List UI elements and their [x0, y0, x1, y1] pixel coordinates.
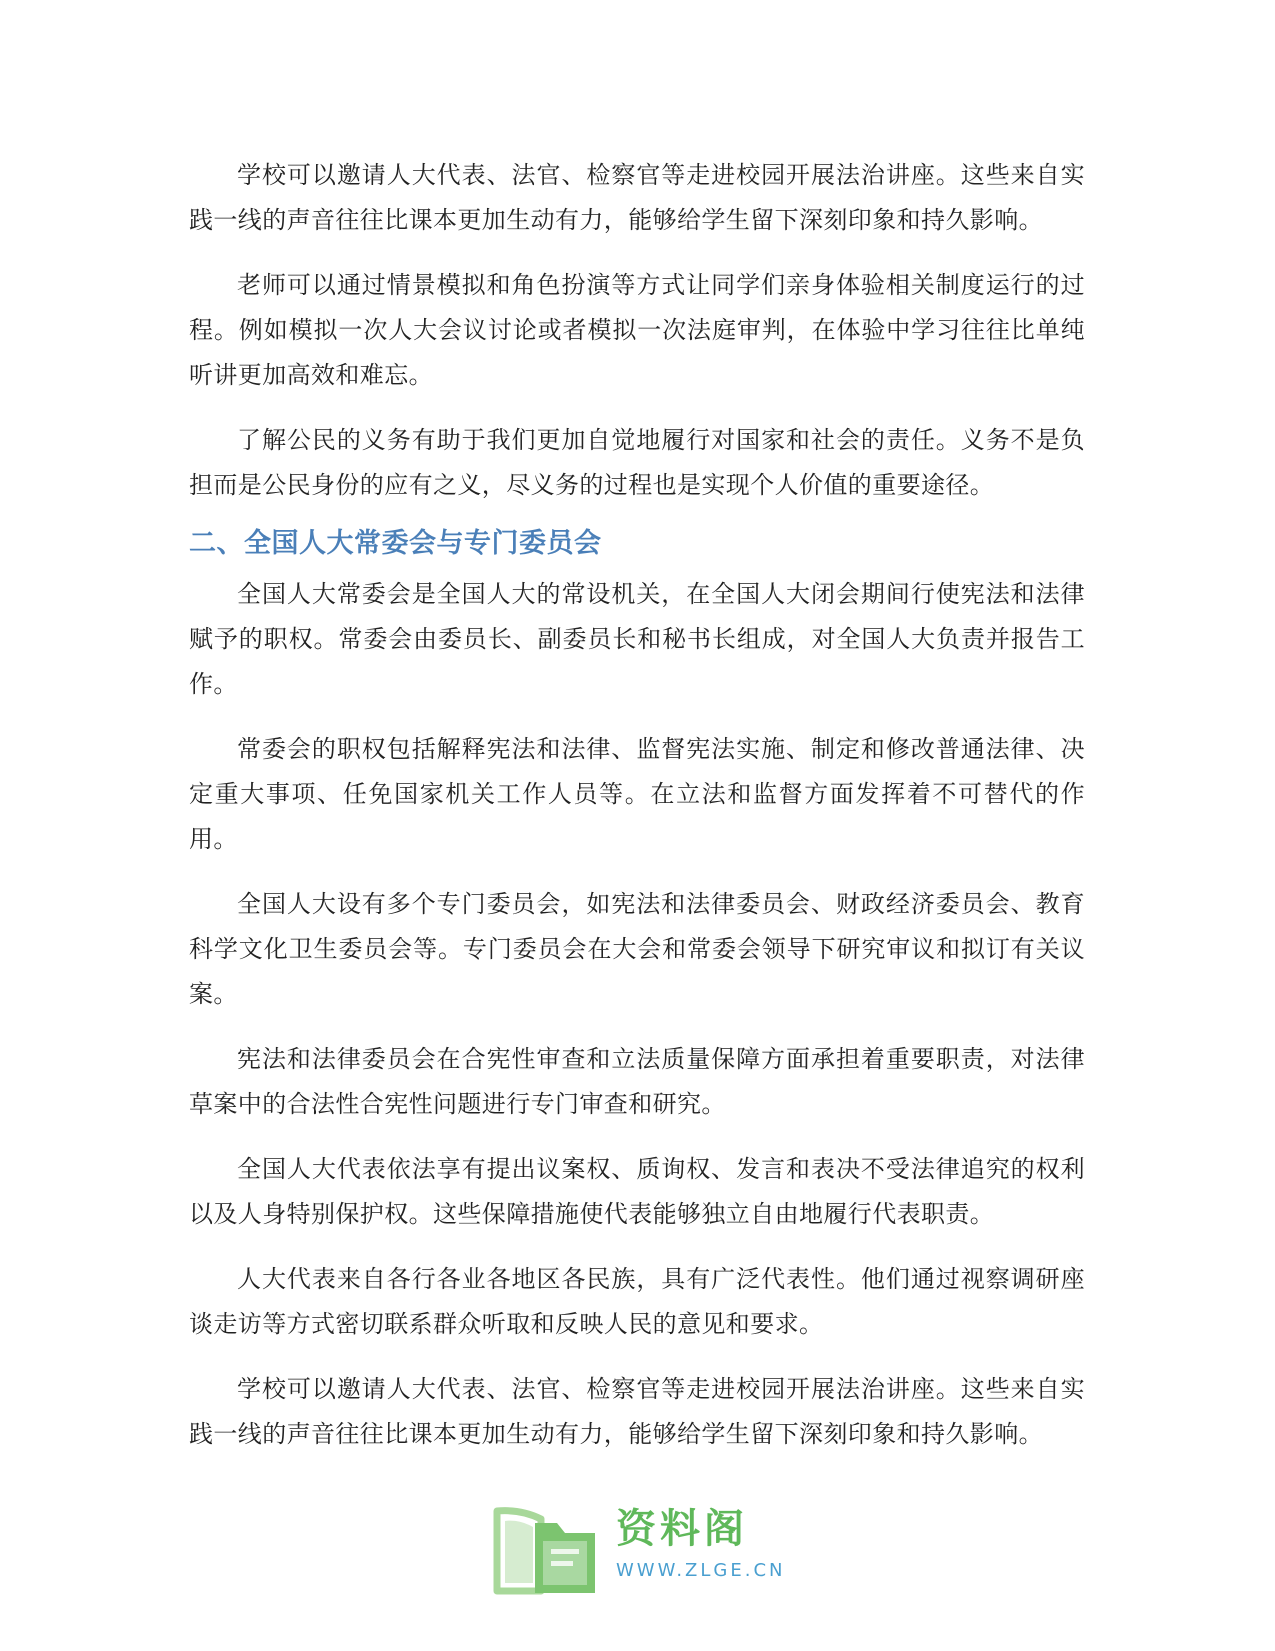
paragraph: 了解公民的义务有助于我们更加自觉地履行对国家和社会的责任。义务不是负担而是公民身份的应有之义，尽义务的过程也是实现个人价值的重要途径。 — [189, 426, 1085, 499]
paragraph: 宪法和法律委员会在合宪性审查和立法质量保障方面承担着重要职责，对法律草案中的合法性合宪性问题进行专门审查和研究。 — [189, 1045, 1085, 1118]
logo-url: WWW.ZLGE.CN — [616, 1560, 786, 1581]
paragraph: 学校可以邀请人大代表、法官、检察官等走进校园开展法治讲座。这些来自实践一线的声音往往比课本更加生动有力，能够给学生留下深刻印象和持久影响。 — [189, 161, 1085, 234]
paragraph: 全国人大常委会是全国人大的常设机关，在全国人大闭会期间行使宪法和法律赋予的职权。常委会由委员长、副委员长和秘书长组成，对全国人大负责并报告工作。 — [189, 580, 1085, 698]
open-book-folder-icon — [491, 1503, 603, 1599]
section-heading: 二、全国人大常委会与专门委员会 — [189, 528, 602, 559]
paragraph: 学校可以邀请人大代表、法官、检察官等走进校园开展法治讲座。这些来自实践一线的声音往往比课本更加生动有力，能够给学生留下深刻印象和持久影响。 — [189, 1375, 1085, 1448]
logo-name: 资料阁 — [616, 1506, 748, 1552]
paragraph: 全国人大设有多个专门委员会，如宪法和法律委员会、财政经济委员会、教育科学文化卫生委员会等。专门委员会在大会和常委会领导下研究审议和拟订有关议案。 — [189, 890, 1085, 1008]
document-body — [189, 153, 1085, 1477]
site-logo — [491, 1503, 791, 1599]
paragraph: 常委会的职权包括解释宪法和法律、监督宪法实施、制定和修改普通法律、决定重大事项、任免国家机关工作人员等。在立法和监督方面发挥着不可替代的作用。 — [189, 735, 1085, 853]
paragraph: 老师可以通过情景模拟和角色扮演等方式让同学们亲身体验相关制度运行的过程。例如模拟一次人大会议讨论或者模拟一次法庭审判，在体验中学习往往比单纯听讲更加高效和难忘。 — [189, 271, 1085, 389]
paragraph: 全国人大代表依法享有提出议案权、质询权、发言和表决不受法律追究的权利以及人身特别保护权。这些保障措施使代表能够独立自由地履行代表职责。 — [189, 1155, 1085, 1228]
paragraph: 人大代表来自各行各业各地区各民族，具有广泛代表性。他们通过视察调研座谈走访等方式密切联系群众听取和反映人民的意见和要求。 — [189, 1265, 1085, 1338]
